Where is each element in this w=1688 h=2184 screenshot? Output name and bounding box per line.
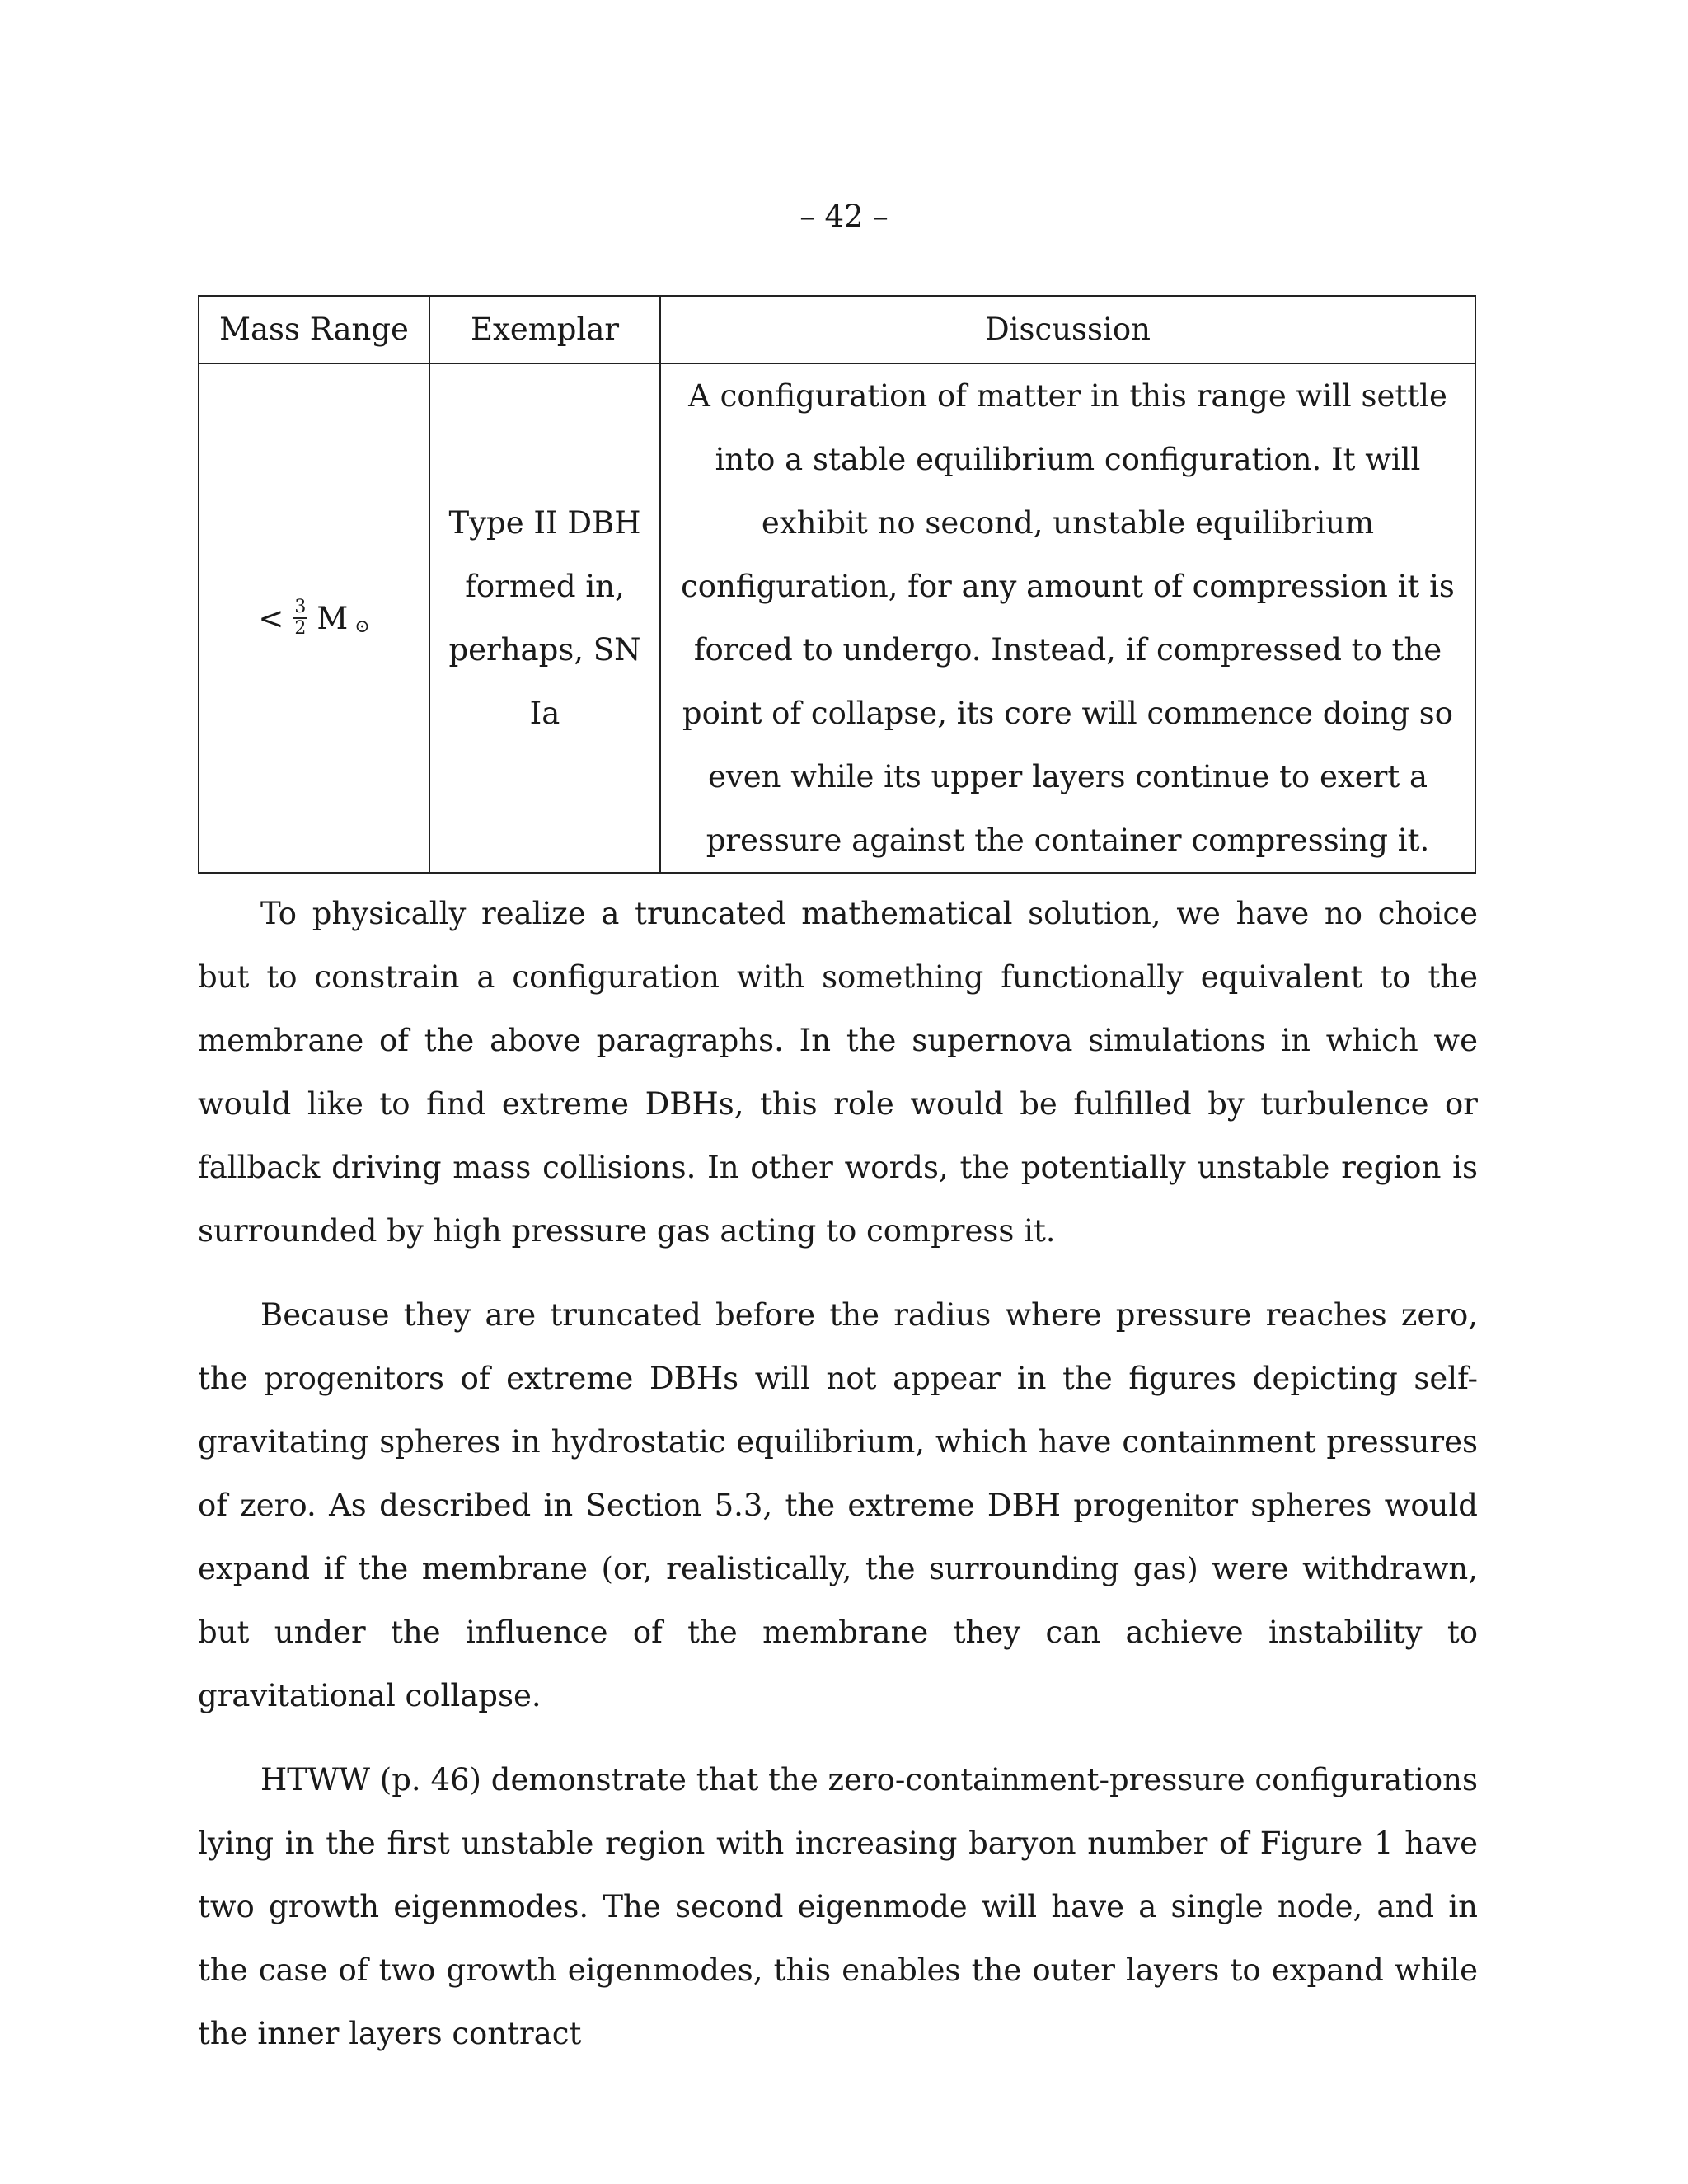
mass-unit: M	[316, 600, 349, 636]
table-header-row	[199, 296, 1475, 363]
exemplar-text: Type II DBH formed in, perhaps, SN Ia	[448, 505, 641, 731]
solar-mass-symbol: ⊙	[354, 616, 370, 637]
paragraph-2: Because they are truncated before the radius where pressure reaches zero, the progenitors of extreme DBHs will not appear in the figures depicting self-gravitating spheres in hydrostatic equilibrium, which have containment pressures of zero. As described in Section 5.3, the extreme DBH progenitor spheres would expand if the membrane (or, realistically, the surrounding gas) were withdrawn, but under the influence of the membrane they can achieve instability to gravitational collapse.	[198, 1297, 1478, 1713]
paragraph-3: HTWW (p. 46) demonstrate that the zero-containment-pressure configurations lying in the first unstable region with increasing baryon number of Figure 1 have two growth eigenmodes. The second eigenmode will have a single node, and in the case of two growth eigenmodes, this enables the outer layers to expand while the inner layers contract	[198, 1762, 1478, 2051]
less-than-sign: <	[258, 600, 284, 636]
mass-range-value	[258, 587, 369, 650]
header-discussion: Discussion	[660, 296, 1475, 363]
header-exemplar: Exemplar	[429, 296, 660, 363]
fraction-numerator: 3	[294, 597, 307, 617]
paragraph-1: To physically realize a truncated mathematical solution, we have no choice but to constrain a configuration with something functionally equivalent to the membrane of the above paragraphs. In the supernova simulations in which we would like to find extreme DBHs, this role would be fulfilled by turbulence or fallback driving mass collisions. In other words, the potentially unstable region is surrounded by high pressure gas acting to compress it.	[198, 896, 1478, 1249]
fraction	[293, 598, 307, 639]
mass-range-table	[198, 295, 1476, 874]
fraction-denominator: 2	[294, 618, 307, 639]
cell-discussion: A configuration of matter in this range will settle into a stable equilibrium configuration. It will exhibit no second, unstable equilibrium configuration, for any amount of compression it is forced to undergo. Instead, if compressed to the point of collapse, its core will commence doing so even while its upper layers continue to exert a pressure against the container compressing it.	[660, 363, 1475, 873]
body-text	[198, 882, 1478, 2086]
page-number: – 42 –	[799, 199, 889, 234]
cell-mass-range	[199, 363, 429, 873]
header-mass-range: Mass Range	[199, 296, 429, 363]
table-row	[199, 363, 1475, 873]
cell-exemplar	[429, 363, 660, 873]
